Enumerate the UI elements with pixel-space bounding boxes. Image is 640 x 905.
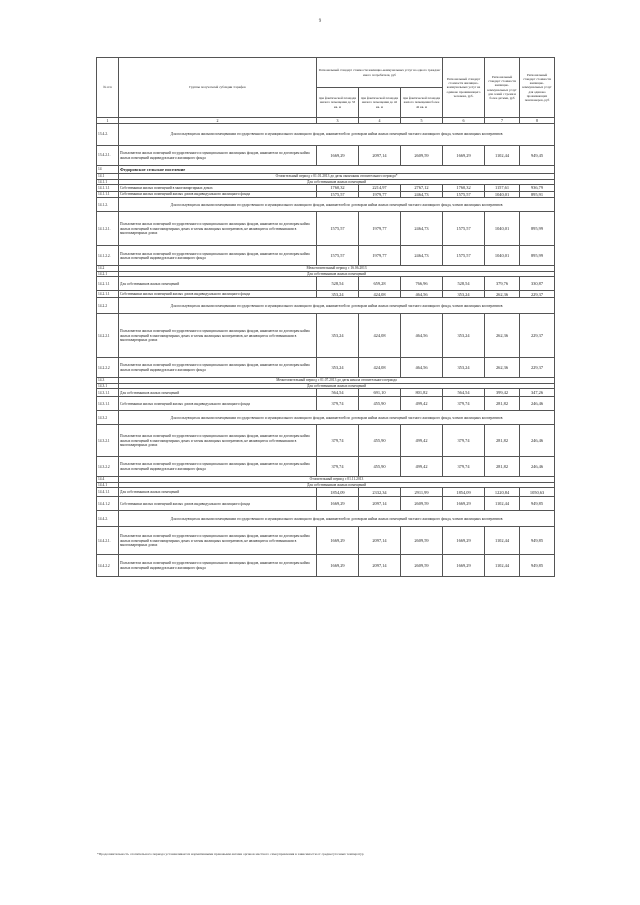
header-col8: Региональный стандарт стоимости жилищно-коммунальных услуг для одиноко проживающих пенсионеров, руб bbox=[520, 58, 555, 118]
value-cell: 1102,44 bbox=[485, 146, 520, 166]
value-cell: 2332,34 bbox=[359, 488, 401, 497]
row-label: Собственники жилых помещений жилых домов индивидуального жилищного фонда bbox=[119, 191, 317, 198]
value-cell: 1669,29 bbox=[317, 555, 359, 577]
value-cell: 262,36 bbox=[485, 291, 520, 298]
index-cell: 6 bbox=[443, 118, 485, 124]
group-title: Для пользующихся жилыми помещениями государственного и муниципального жилищного фондов, нанимателей по договорам найма жилых помещений частного жилищного фонда, членов жилищных кооперативов bbox=[119, 198, 555, 212]
value-cell: 2097,14 bbox=[359, 555, 401, 577]
value-cell: 2097,14 bbox=[359, 527, 401, 555]
value-cell: 1050,63 bbox=[520, 488, 555, 497]
row-label: Собственники жилых помещений жилых домов индивидуального жилищного фонда bbox=[119, 291, 317, 298]
row-number: 14.3 bbox=[97, 378, 119, 383]
row-number: 14.4.2.1. bbox=[97, 527, 119, 555]
row-number: 14.3.2 bbox=[97, 411, 119, 425]
value-cell: 564,54 bbox=[317, 389, 359, 397]
value-cell: 1040,01 bbox=[485, 246, 520, 266]
value-cell: 2464,73 bbox=[401, 212, 443, 246]
value-cell: 949,45 bbox=[520, 146, 555, 166]
row-number: 14.1.2. bbox=[97, 198, 119, 212]
value-cell: 330,87 bbox=[520, 277, 555, 291]
value-cell: 2464,73 bbox=[401, 191, 443, 198]
row-number: 14.2 bbox=[97, 266, 119, 271]
table-row bbox=[97, 358, 555, 378]
value-cell: 1760,32 bbox=[317, 185, 359, 192]
row-number: 14.4 bbox=[97, 477, 119, 482]
row-label: Пользователи жилых помещений государственного и муниципального жилищных фондов, наниматели по договорам найма жилых помещений в многоквартирных домах и члены жилищных кооперативов, не являющиеся собственниками в многоквартирных домах bbox=[119, 425, 317, 457]
row-label: Пользователи жилых помещений государственного и муниципального жилищных фондов, наниматели по договорам найма жилых помещений индивидуального жилищного фонда bbox=[119, 457, 317, 477]
row-number: 14.2.1.1 bbox=[97, 291, 119, 298]
index-cell: 1 bbox=[97, 118, 119, 124]
table-row bbox=[97, 527, 555, 555]
table-row bbox=[97, 397, 555, 411]
value-cell: 1979,77 bbox=[359, 246, 401, 266]
value-cell: 1979,77 bbox=[359, 191, 401, 198]
row-number: 14.1.1.1 bbox=[97, 191, 119, 198]
value-cell: 766,96 bbox=[401, 277, 443, 291]
value-cell: 2609,59 bbox=[401, 555, 443, 577]
period-title: Для собственников жилых помещений bbox=[119, 271, 555, 276]
row-number: 13.4.2.1. bbox=[97, 146, 119, 166]
row-number: 14.4.1.2 bbox=[97, 497, 119, 511]
value-cell: 499,42 bbox=[401, 425, 443, 457]
value-cell: 455,90 bbox=[359, 397, 401, 411]
value-cell: 2609,59 bbox=[401, 527, 443, 555]
table-row bbox=[97, 146, 555, 166]
value-cell: 1854,09 bbox=[443, 488, 485, 497]
table-row bbox=[97, 497, 555, 511]
row-number: 14.3.1 bbox=[97, 383, 119, 388]
row-label: Собственники жилых помещений жилых домов индивидуального жилищного фонда bbox=[119, 497, 317, 511]
value-cell: 1979,77 bbox=[359, 212, 401, 246]
index-cell: 4 bbox=[359, 118, 401, 124]
value-cell: 2911,99 bbox=[401, 488, 443, 497]
table-row bbox=[97, 124, 555, 146]
value-cell: 229,37 bbox=[520, 358, 555, 378]
value-cell: 464,56 bbox=[401, 314, 443, 358]
row-label: Пользователи жилых помещений государственного и муниципального жилищных фондов, наниматели по договорам найма жилых помещений индивидуального жилищного фонда bbox=[119, 555, 317, 577]
value-cell: 1040,01 bbox=[485, 191, 520, 198]
value-cell: 353,24 bbox=[443, 358, 485, 378]
period-title: Для собственников жилых помещений bbox=[119, 482, 555, 487]
row-number: 14.2.1 bbox=[97, 271, 119, 276]
table-row bbox=[97, 425, 555, 457]
header-num: № п/п bbox=[97, 58, 119, 118]
row-number: 14.3.2.2 bbox=[97, 457, 119, 477]
value-cell: 895,99 bbox=[520, 246, 555, 266]
settlement-title: Федоровское сельское поселение bbox=[119, 166, 555, 174]
table-row bbox=[97, 291, 555, 298]
row-label: Собственники жилых помещений жилых домов индивидуального жилищного фонда bbox=[119, 397, 317, 411]
row-number: 14.2.1.1 bbox=[97, 277, 119, 291]
value-cell: 1220,84 bbox=[485, 488, 520, 497]
value-cell: 379,74 bbox=[317, 397, 359, 411]
footnote: *Продолжительность отопительного периода устанавливается нормативными правовыми актами органов местного самоуправления в зависимости от среднесуточных температур bbox=[97, 852, 364, 856]
header-row bbox=[97, 58, 555, 88]
value-cell: 659,28 bbox=[359, 277, 401, 291]
value-cell: 1669,29 bbox=[443, 527, 485, 555]
row-label: Для собственников жилых помещений bbox=[119, 389, 317, 397]
value-cell: 379,74 bbox=[317, 457, 359, 477]
value-cell: 455,90 bbox=[359, 457, 401, 477]
row-number: 14.4.1.1 bbox=[97, 488, 119, 497]
value-cell: 1102,44 bbox=[485, 527, 520, 555]
table-row bbox=[97, 511, 555, 527]
value-cell: 1157,61 bbox=[485, 185, 520, 192]
value-cell: 895,99 bbox=[520, 212, 555, 246]
value-cell: 2767,12 bbox=[401, 185, 443, 192]
row-label: Для собственников жилых помещений bbox=[119, 488, 317, 497]
row-number: 14.4.2.2 bbox=[97, 555, 119, 577]
value-cell: 1669,29 bbox=[317, 527, 359, 555]
value-cell: 229,37 bbox=[520, 314, 555, 358]
value-cell: 379,76 bbox=[485, 277, 520, 291]
row-number: 14.2.2 bbox=[97, 298, 119, 314]
value-cell: 2214,97 bbox=[359, 185, 401, 192]
group-title: Для пользующихся жилыми помещениями государственного и муниципального жилищного фондов, нанимателей по договорам найма жилых помещений частного жилищного фонда, членов жилищных кооперативов bbox=[119, 298, 555, 314]
value-cell: 564,54 bbox=[443, 389, 485, 397]
value-cell: 229,37 bbox=[520, 291, 555, 298]
table-row bbox=[97, 277, 555, 291]
index-cell: 2 bbox=[119, 118, 317, 124]
value-cell: 281,82 bbox=[485, 397, 520, 411]
value-cell: 1575,57 bbox=[317, 246, 359, 266]
row-number: 14.2.2.2 bbox=[97, 358, 119, 378]
header-sub1: при фактической площади жилого помещения до 33 кв. м bbox=[317, 88, 359, 118]
value-cell: 936,79 bbox=[520, 185, 555, 192]
header-sub2: при фактической площади жилого помещения до 42 кв. м bbox=[359, 88, 401, 118]
row-number: 14.1.1 bbox=[97, 180, 119, 185]
value-cell: 1040,01 bbox=[485, 212, 520, 246]
row-label: Собственники жилых помещений в многоквартирных домах bbox=[119, 185, 317, 192]
value-cell: 528,54 bbox=[443, 277, 485, 291]
index-cell: 8 bbox=[520, 118, 555, 124]
value-cell: 1669,29 bbox=[317, 146, 359, 166]
page-number: 9 bbox=[318, 19, 322, 24]
period-title: Для собственников жилых помещений bbox=[119, 383, 555, 388]
value-cell: 2609,59 bbox=[401, 497, 443, 511]
period-title: Межотопительный период с 01.07.2013 до даты начала отопительного периода bbox=[119, 378, 555, 383]
value-cell: 464,56 bbox=[401, 358, 443, 378]
value-cell: 424,08 bbox=[359, 291, 401, 298]
table-row bbox=[97, 389, 555, 397]
value-cell: 949,85 bbox=[520, 527, 555, 555]
row-label: Пользователи жилых помещений государственного и муниципального жилищных фондов, наниматели по договорам найма жилых помещений индивидуального жилищного фонда bbox=[119, 146, 317, 166]
table-row bbox=[97, 212, 555, 246]
row-number: 14.1.2.1. bbox=[97, 212, 119, 246]
value-cell: 1575,57 bbox=[443, 191, 485, 198]
value-cell: 347,26 bbox=[520, 389, 555, 397]
value-cell: 1854,09 bbox=[317, 488, 359, 497]
table-row bbox=[97, 314, 555, 358]
table-row bbox=[97, 198, 555, 212]
value-cell: 281,82 bbox=[485, 425, 520, 457]
value-cell: 246,46 bbox=[520, 457, 555, 477]
value-cell: 1669,29 bbox=[317, 497, 359, 511]
row-number: 14.1.1.1 bbox=[97, 185, 119, 192]
row-number: 14.4.2. bbox=[97, 511, 119, 527]
group-title: Для пользующихся жилыми помещениями государственного и муниципального жилищного фондов, нанимателей по договорам найма жилых помещений частного жилищного фонда, членов жилищных кооперативов bbox=[119, 411, 555, 425]
group-title: Для пользующихся жилыми помещениями государственного и муниципального жилищного фондов, нанимателей по договорам найма жилых помещений частного жилищного фонда, членов жилищных кооперативов bbox=[119, 511, 555, 527]
row-label: Пользователи жилых помещений государственного и муниципального жилищных фондов, наниматели по договорам найма жилых помещений в многоквартирных домах и члены жилищных кооперативов, не являющиеся собственниками в многоквартирных домах bbox=[119, 314, 317, 358]
row-number: 14.1 bbox=[97, 174, 119, 180]
value-cell: 1102,44 bbox=[485, 497, 520, 511]
index-cell: 5 bbox=[401, 118, 443, 124]
value-cell: 353,24 bbox=[317, 314, 359, 358]
value-cell: 1575,57 bbox=[443, 212, 485, 246]
value-cell: 1575,57 bbox=[317, 212, 359, 246]
row-label: Для собственников жилых помещений bbox=[119, 277, 317, 291]
value-cell: 246,46 bbox=[520, 425, 555, 457]
table-row bbox=[97, 246, 555, 266]
value-cell: 455,90 bbox=[359, 425, 401, 457]
index-cell: 3 bbox=[317, 118, 359, 124]
value-cell: 379,74 bbox=[443, 425, 485, 457]
value-cell: 801,82 bbox=[401, 389, 443, 397]
table-row bbox=[97, 166, 555, 174]
value-cell: 424,08 bbox=[359, 358, 401, 378]
value-cell: 399,42 bbox=[485, 389, 520, 397]
row-number: 14.3.2.1 bbox=[97, 425, 119, 457]
value-cell: 379,74 bbox=[317, 425, 359, 457]
value-cell: 1669,29 bbox=[443, 497, 485, 511]
header-col7: Региональный стандарт стоимости жилищно-коммунальных услуг для семей с тремя и более детьми, руб bbox=[485, 58, 520, 118]
row-label: Пользователи жилых помещений государственного и муниципального жилищных фондов, наниматели по договорам найма жилых помещений индивидуального жилищного фонда bbox=[119, 358, 317, 378]
table-row bbox=[97, 488, 555, 497]
value-cell: 1669,29 bbox=[443, 555, 485, 577]
period-title: Отопительный период с 01.01.2013 до даты окончания отопительного периода* bbox=[119, 174, 555, 180]
index-cell: 7 bbox=[485, 118, 520, 124]
table-row bbox=[97, 555, 555, 577]
value-cell: 2097,14 bbox=[359, 146, 401, 166]
value-cell: 353,24 bbox=[317, 291, 359, 298]
header-sub3: при фактической площади жилого помещения более 42 кв. м bbox=[401, 88, 443, 118]
value-cell: 379,74 bbox=[443, 457, 485, 477]
value-cell: 1102,44 bbox=[485, 555, 520, 577]
row-number: 14.2.2.1 bbox=[97, 314, 119, 358]
header-group-title: Региональный стандарт стоимости жилищно-коммунальных услуг на одного граждан/иного потребителя, руб bbox=[317, 58, 443, 88]
value-cell: 895,91 bbox=[520, 191, 555, 198]
value-cell: 2609,59 bbox=[401, 146, 443, 166]
period-title: Межотопительный период с 16.06.2013 bbox=[119, 266, 555, 271]
header-col6: Региональный стандарт стоимости жилищно-коммунальных услуг на одиноко проживающего человека, руб. bbox=[443, 58, 485, 118]
row-number: 14 bbox=[97, 166, 119, 174]
table-row bbox=[97, 457, 555, 477]
tariff-table bbox=[96, 57, 555, 577]
row-number: 14.3.1.1 bbox=[97, 397, 119, 411]
value-cell: 353,24 bbox=[317, 358, 359, 378]
value-cell: 1575,57 bbox=[317, 191, 359, 198]
value-cell: 499,42 bbox=[401, 397, 443, 411]
row-number: 14.4.1 bbox=[97, 482, 119, 487]
value-cell: 424,08 bbox=[359, 314, 401, 358]
value-cell: 464,56 bbox=[401, 291, 443, 298]
row-label: Пользователи жилых помещений государственного и муниципального жилищных фондов, наниматели по договорам найма жилых помещений в многоквартирных домах и члены жилищных кооперативов, не являющиеся собственниками в многоквартирных домах bbox=[119, 212, 317, 246]
header-groups: Группы получателей субсидии /тарифов bbox=[119, 58, 317, 118]
value-cell: 1575,57 bbox=[443, 246, 485, 266]
value-cell: 1669,29 bbox=[443, 146, 485, 166]
value-cell: 281,82 bbox=[485, 457, 520, 477]
value-cell: 528,54 bbox=[317, 277, 359, 291]
row-label: Пользователи жилых помещений государственного и муниципального жилищных фондов, наниматели по договорам найма жилых помещений в многоквартирных домах и члены жилищных кооперативов, не являющиеся собственниками в многоквартирных домах bbox=[119, 527, 317, 555]
period-title: Отопительный период с 01.11.2013 bbox=[119, 477, 555, 482]
value-cell: 353,24 bbox=[443, 291, 485, 298]
row-number: 13.4.2. bbox=[97, 124, 119, 146]
period-title: Для собственников жилых помещений bbox=[119, 180, 555, 185]
value-cell: 949,85 bbox=[520, 555, 555, 577]
row-number: 14.3.1.1 bbox=[97, 389, 119, 397]
value-cell: 691,10 bbox=[359, 389, 401, 397]
table-row bbox=[97, 411, 555, 425]
value-cell: 949,85 bbox=[520, 497, 555, 511]
value-cell: 262,36 bbox=[485, 314, 520, 358]
row-label: Пользователи жилых помещений государственного и муниципального жилищных фондов, наниматели по договорам найма жилых помещений индивидуального жилищного фонда bbox=[119, 246, 317, 266]
table-row bbox=[97, 298, 555, 314]
value-cell: 2097,14 bbox=[359, 497, 401, 511]
value-cell: 379,74 bbox=[443, 397, 485, 411]
value-cell: 246,46 bbox=[520, 397, 555, 411]
value-cell: 353,24 bbox=[443, 314, 485, 358]
value-cell: 499,42 bbox=[401, 457, 443, 477]
value-cell: 1760,32 bbox=[443, 185, 485, 192]
value-cell: 2464,73 bbox=[401, 246, 443, 266]
group-title: Для пользующихся жилыми помещениями государственного и муниципального жилищного фондов, нанимателей по договорам найма жилых помещений частного жилищного фонда, членов жилищных кооперативов bbox=[119, 124, 555, 146]
row-number: 14.1.2.2. bbox=[97, 246, 119, 266]
value-cell: 262,36 bbox=[485, 358, 520, 378]
